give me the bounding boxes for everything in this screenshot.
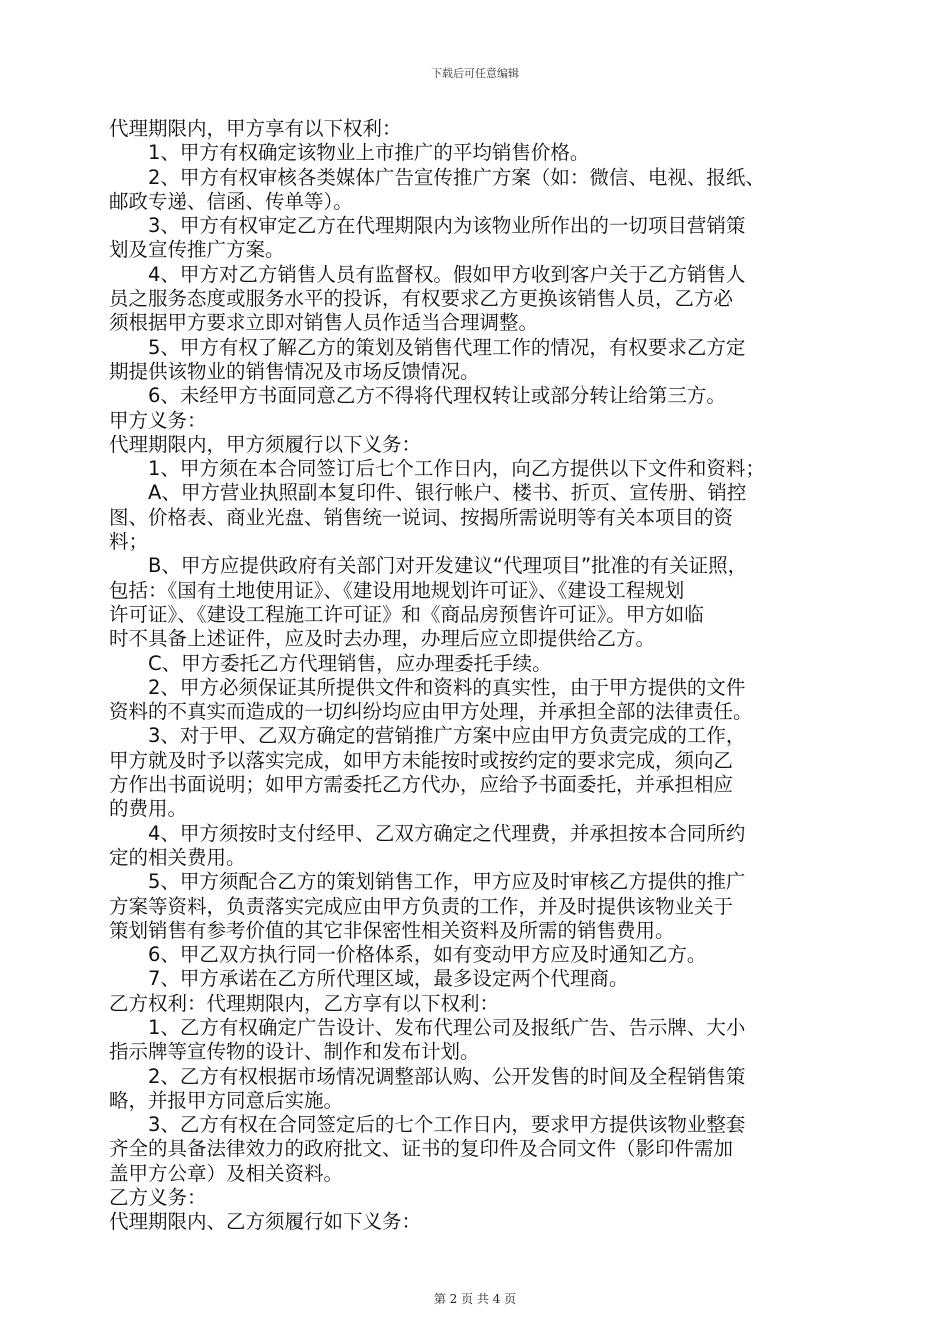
body-text-line: 方案等资料，负责落实完成应由甲方负责的工作，并及时提供该物业关于 — [109, 894, 734, 918]
body-text-line: 6、未经甲方书面同意乙方不得将代理权转让或部分转让给第三方。 — [148, 384, 726, 408]
body-text-line: 1、甲方须在本合同签订后七个工作日内，向乙方提供以下文件和资料； — [148, 457, 765, 481]
body-text-line: 料； — [109, 530, 149, 554]
body-text-line: 期提供该物业的销售情况及市场反馈情况。 — [109, 359, 480, 383]
body-text-line: 指示牌等宣传物的设计、制作和发布计划。 — [109, 1040, 480, 1064]
body-text-line: 盖甲方公章）及相关资料。 — [109, 1161, 344, 1185]
body-text-line: 3、甲方有权审定乙方在代理期限内为该物业所作出的一切项目营销策 — [148, 214, 746, 238]
body-text-line: 乙方义务： — [109, 1186, 207, 1210]
body-text-line: 2、乙方有权根据市场情况调整部认购、公开发售的时间及全程销售策 — [148, 1064, 746, 1088]
body-text-line: 邮政专递、信函、传单等）。 — [109, 189, 353, 213]
body-text-line: B、甲方应提供政府有关部门对开发建议“代理项目”批准的有关证照， — [148, 554, 748, 578]
body-text-line: 3、对于甲、乙双方确定的营销推广方案中应由甲方负责完成的工作， — [148, 724, 746, 748]
body-text-line: A、甲方营业执照副本复印件、银行帐户、楼书、折页、宣传册、销控 — [148, 481, 747, 505]
body-text-line: 的费用。 — [109, 797, 188, 821]
page-footer: 第 2 页 共 4 页 — [433, 1292, 517, 1306]
body-text-line: 资料的不真实而造成的一切纠纷均应由甲方处理，并承担全部的法律责任。 — [109, 700, 753, 724]
body-text-line: 代理期限内，甲方须履行以下义务： — [109, 432, 422, 456]
body-text-line: 3、乙方有权在合同签定后的七个工作日内，要求甲方提供该物业整套 — [148, 1113, 746, 1137]
body-text-line: 图、价格表、商业光盘、销售统一说词、按揭所需说明等有关本项目的资 — [109, 505, 734, 529]
body-text-line: 乙方权利：代理期限内，乙方享有以下权利： — [109, 991, 500, 1015]
body-text-line: 许可证》、《建设工程施工许可证》和《商品房预售许可证》。甲方如临 — [109, 602, 704, 626]
body-text-line: 甲方义务： — [109, 408, 207, 432]
body-text-line: 方作出书面说明；如甲方需委托乙方代办，应给予书面委托，并承担相应 — [109, 773, 734, 797]
body-text-line: 代理期限内，甲方享有以下权利： — [109, 117, 402, 140]
body-text-line: 须根据甲方要求立即对销售人员作适当合理调整。 — [109, 311, 539, 335]
page-header: 下载后可任意编辑 — [431, 67, 519, 80]
body-text-line: 5、甲方须配合乙方的策划销售工作，甲方应及时审核乙方提供的推广 — [148, 870, 746, 894]
body-text-line: 5、甲方有权了解乙方的策划及销售代理工作的情况，有权要求乙方定 — [148, 335, 746, 359]
body-text-line: 定的相关费用。 — [109, 845, 246, 869]
body-text-line: 4、甲方须按时支付经甲、乙双方确定之代理费，并承担按本合同所约 — [148, 821, 746, 845]
body-text-line: 甲方就及时予以落实完成，如甲方未能按时或按约定的要求完成，须向乙 — [109, 748, 734, 772]
body-text-line: 策划销售有参考价值的其它非保密性相关资料及所需的销售费用。 — [109, 918, 675, 942]
body-text-line: 1、甲方有权确定该物业上市推广的平均销售价格。 — [148, 141, 590, 165]
body-text-line: C、甲方委托乙方代理销售，应办理委托手续。 — [148, 651, 552, 675]
body-text-line: 包括：《国有土地使用证》、《建设用地规划许可证》、《建设工程规划 — [109, 578, 685, 602]
body-text-line: 4、甲方对乙方销售人员有监督权。假如甲方收到客户关于乙方销售人 — [148, 262, 746, 286]
body-text-line: 员之服务态度或服务水平的投诉，有权要求乙方更换该销售人员，乙方必 — [109, 287, 734, 311]
body-text-line: 略，并报甲方同意后实施。 — [109, 1088, 344, 1112]
body-text-line: 7、甲方承诺在乙方所代理区域，最多设定两个代理商。 — [148, 967, 629, 991]
body-text-line: 代理期限内、乙方须履行如下义务： — [109, 1210, 422, 1234]
body-text-line: 划及宣传推广方案。 — [109, 238, 285, 262]
document-body — [109, 117, 849, 1235]
body-text-line: 2、甲方有权审核各类媒体广告宣传推广方案（如：微信、电视、报纸、 — [148, 165, 765, 189]
body-text-line: 时不具备上述证件，应及时去办理，办理后应立即提供给乙方。 — [109, 627, 656, 651]
body-text-line: 齐全的具备法律效力的政府批文、证书的复印件及合同文件（影印件需加 — [109, 1137, 734, 1161]
body-text-line: 2、甲方必须保证其所提供文件和资料的真实性，由于甲方提供的文件 — [148, 675, 746, 699]
body-text-line: 1、乙方有权确定广告设计、发布代理公司及报纸广告、告示牌、大小 — [148, 1015, 746, 1039]
body-text-line: 6、甲乙双方执行同一价格体系，如有变动甲方应及时通知乙方。 — [148, 943, 707, 967]
